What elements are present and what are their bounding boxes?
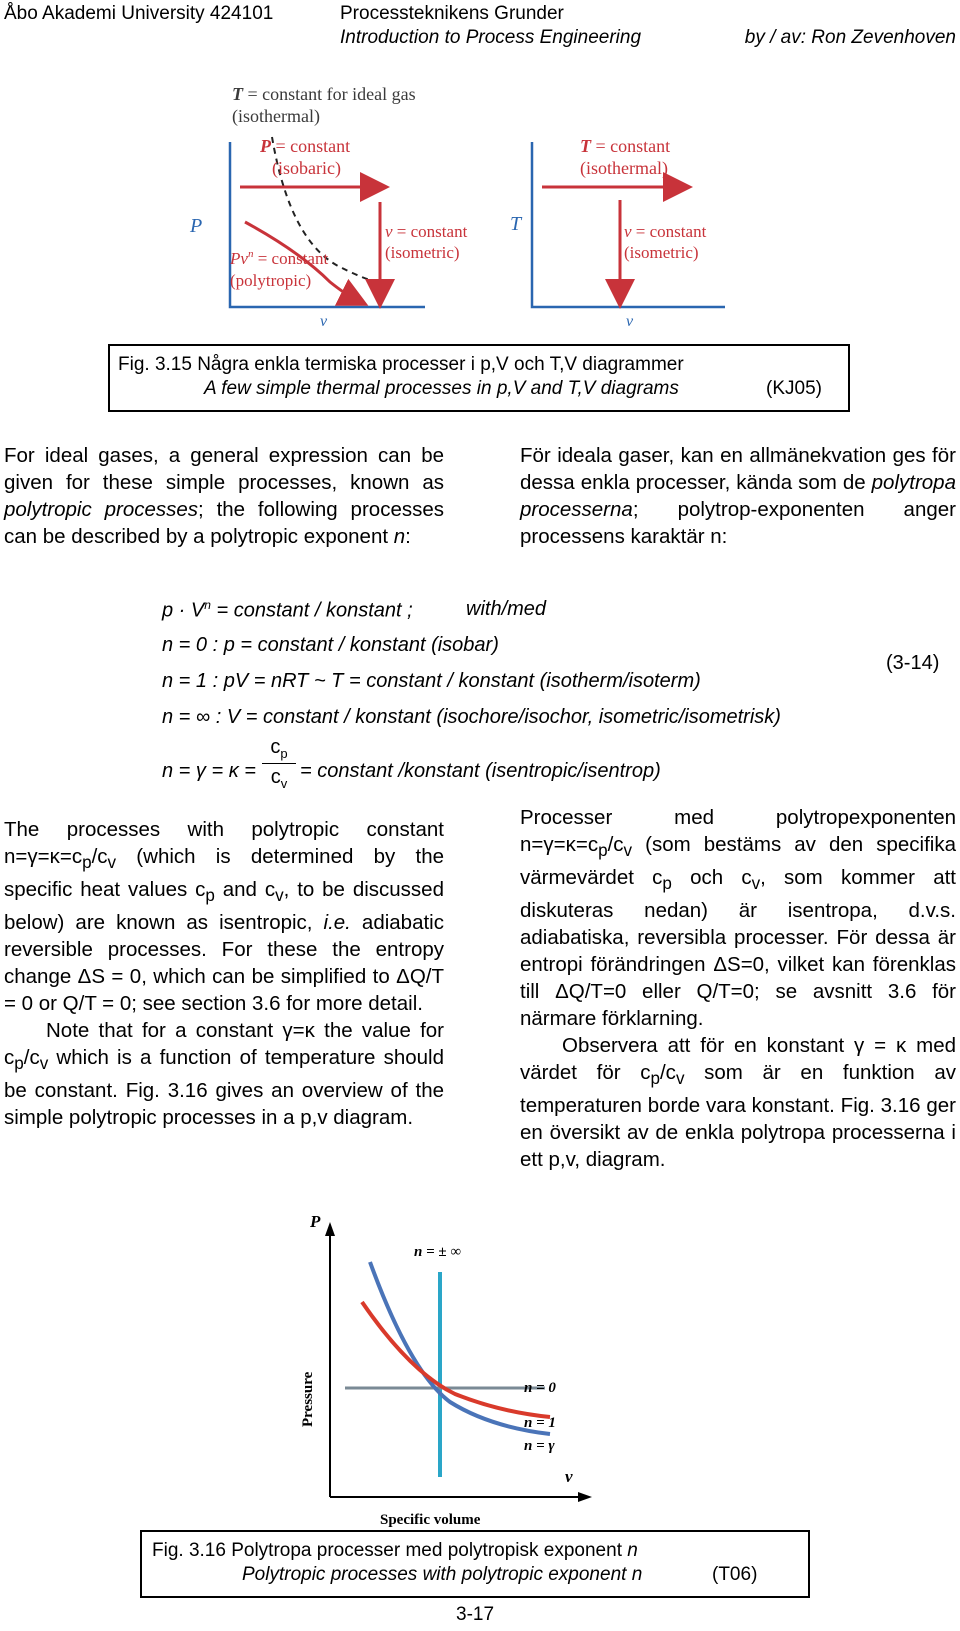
p2-sv-note-1: Observera att för en konstant γ = κ med värdet för c <box>520 1034 956 1085</box>
p2-en-note-1: Note that for a constant γ=κ the value for c <box>4 1019 444 1070</box>
eq5-num: c <box>270 736 281 758</box>
label-isometric-right-2: (isometric) <box>624 243 699 262</box>
p2-en-1: The processes with polytropic constant n=γ=κ=c <box>4 818 444 868</box>
p2-en-2: /c <box>91 845 108 868</box>
right-axis-y: T <box>510 213 522 235</box>
para1-sv <box>520 442 956 550</box>
p2-en-sub: p <box>82 853 92 873</box>
figure-3-16-caption <box>140 1530 810 1598</box>
fig2-caption-sv-n: n <box>627 1540 638 1561</box>
p2-sv-sub: v <box>751 874 761 894</box>
figure-3-15 <box>180 82 760 342</box>
p2-sv-4: , som kommer att diskuteras nedan) är isentropa, d.v.s. adiabatiska, reversibla processer. För dessa är entropi förändringen ΔS=0, vilket kan förenklas till ΔQ/T=0 eller Q/T=0; se avsnitt 3.6 för närmare förklarning. <box>520 866 956 1031</box>
fig2-axis-x: v <box>565 1467 573 1486</box>
eq5-fraction <box>262 736 296 791</box>
label-isothermal-right-1: T = constant <box>580 136 671 156</box>
equation-2: n = 0 : p = constant / konstant (isobar) <box>162 634 499 656</box>
header-university: Åbo Akademi University 424101 <box>4 3 274 24</box>
p2-sv-slash: /c <box>659 1061 676 1085</box>
p2-en-slash: /c <box>23 1046 40 1070</box>
p2-sv-sub: p <box>598 841 608 861</box>
label-n-gamma: n = γ <box>524 1438 555 1454</box>
p2-en-note-2: which is a function of temperature should be constant. Fig. 3.16 gives an overview of the simple polytropic processes in a p,v diagram. <box>4 1046 444 1130</box>
p2-en-sub: v <box>107 853 117 873</box>
label-isothermal-2: (isothermal) <box>232 106 320 126</box>
x-axis-arrow <box>578 1492 592 1502</box>
p2-sv-sub: p <box>650 1069 660 1089</box>
figure-3-15-caption <box>108 344 850 412</box>
header-author: by / av: Ron Zevenhoven <box>744 27 956 48</box>
label-isobaric-2: (isobaric) <box>272 158 341 178</box>
p2-en-3: (which is determined by the specific heat values c <box>4 845 444 902</box>
eq5-num-sub: p <box>280 746 288 761</box>
p2-en-sub: v <box>275 886 284 906</box>
p2-sv-sub: v <box>623 841 633 861</box>
p2-sv-note-2: som är en funktion av temperaturen borde vara konstant. Fig. 3.16 ger en översikt av de enkla polytropa processerna i ett p,v, diagram. <box>520 1061 957 1172</box>
right-diagram <box>510 136 725 330</box>
fig2-axis-y-label: Pressure <box>300 1371 316 1427</box>
eq5-rhs: = constant /konstant (isentropic/isentrop) <box>300 760 661 782</box>
fig2-caption-ref: (T06) <box>712 1564 758 1585</box>
curve-n-1 <box>362 1302 550 1417</box>
p2-en-6: adiabatic reversible processes. For these the entropy change ΔS = 0, which can be simplified to ΔQ/T = 0 or Q/T = 0; see section 3.6 for more detail. <box>4 911 444 1016</box>
para2-sv-note <box>520 1032 956 1173</box>
left-axis-y: P <box>190 215 203 237</box>
p2-en-ie: i.e. <box>323 911 351 935</box>
caption-ref: (KJ05) <box>766 378 822 399</box>
left-axis-x: v <box>320 313 328 330</box>
caption-en: A few simple thermal processes in p,V and T,V diagrams <box>204 378 679 399</box>
equation-1 <box>162 598 413 623</box>
para1-sv-text: För ideala gaser, kan en allmänekvation ges för dessa enkla processer, kända som de <box>520 444 956 494</box>
label-n-0: n = 0 <box>524 1380 556 1396</box>
right-axis-x: v <box>626 313 634 330</box>
para1-en-colon: : <box>405 525 411 548</box>
fig2-caption-sv-text: Fig. 3.16 Polytropa processer med polytropisk exponent <box>152 1540 628 1561</box>
label-isometric-2: (isometric) <box>385 243 460 262</box>
p2-sv-2: (som bestäms av den specifika värmevärdet c <box>520 833 956 890</box>
y-axis-arrow <box>325 1222 335 1236</box>
eq5-numerator <box>262 736 296 761</box>
left-diagram <box>189 84 468 330</box>
p2-sv-1: Processer med polytropexponenten n=γ=κ=c <box>520 806 956 856</box>
para1-en-n: n <box>393 525 406 548</box>
p2-en-sub: p <box>14 1054 24 1074</box>
para1-en-emphasis: polytropic processes <box>4 498 199 521</box>
eq5-lhs: n = γ = κ = <box>162 760 256 782</box>
header-course-sv: Processteknikens Grunder <box>340 3 564 24</box>
para2-en <box>4 816 444 1131</box>
para2-sv <box>520 804 956 1173</box>
fig2-caption-en-n: n <box>631 1564 643 1585</box>
caption-sv: Fig. 3.15 Några enkla termiska processer i p,V och T,V diagrammer <box>118 354 684 375</box>
para1-en-text-2: ; the following processes can be described by a polytropic exponent <box>4 498 444 548</box>
fig2-caption-en <box>242 1564 642 1586</box>
para1-en <box>4 442 444 550</box>
eq5-denominator <box>262 766 296 791</box>
para1-sv-emphasis: polytropa processerna <box>520 471 956 521</box>
fig2-caption-en-text: Polytropic processes with polytropic exponent <box>242 1564 632 1585</box>
fig2-caption-sv <box>152 1540 638 1562</box>
label-isothermal-1: T = constant for ideal gas <box>232 84 416 104</box>
equation-3: n = 1 : pV = nRT ~ T = constant / konstant (isotherm/isoterm) <box>162 670 701 692</box>
equation-4: n = ∞ : V = constant / konstant (isochore/isochor, isometric/isometrisk) <box>162 706 781 728</box>
eq1-rhs: = constant / konstant ; <box>210 599 413 622</box>
eq1-exp: n <box>204 598 211 612</box>
label-isothermal-right-2: (isothermal) <box>580 158 668 178</box>
label-polytropic-2: (polytropic) <box>230 271 312 290</box>
eq1-lhs: p · V <box>162 599 205 622</box>
p2-sv-sub: v <box>675 1069 685 1089</box>
figure-3-16 <box>290 1212 620 1532</box>
page-number: 3-17 <box>456 1604 495 1625</box>
fig2-axis-y: P <box>310 1212 321 1231</box>
label-n-inf: n = ± ∞ <box>414 1244 462 1260</box>
eq5-fraction-bar <box>262 763 296 764</box>
p2-sv-3: och c <box>671 866 752 890</box>
eq5-den: c <box>270 766 281 788</box>
eq1-with: with/med <box>466 598 547 620</box>
label-isobaric-1: P = constant <box>260 136 351 156</box>
label-isometric-right-1: v = constant <box>624 222 707 241</box>
label-polytropic-1: $Pv^n$ = constant <box>230 248 329 268</box>
fig2-axis-x-label: Specific volume <box>380 1512 481 1528</box>
p2-en-sub: p <box>205 886 215 906</box>
eq5-den-sub: v <box>280 776 288 791</box>
label-n-1: n = 1 <box>524 1415 556 1431</box>
header-course-en: Introduction to Process Engineering <box>340 27 642 48</box>
p2-sv-sub: p <box>662 874 672 894</box>
p2-en-5: , to be discussed below) are known as isentropic, <box>4 878 444 935</box>
p2-en-4: and c <box>214 878 276 902</box>
label-isometric-1: v = constant <box>385 222 468 241</box>
para2-en-note <box>4 1017 444 1131</box>
equation-number: (3-14) <box>886 652 940 674</box>
para1-sv-text-2: ; polytrop-exponenten anger processens karaktär n: <box>520 498 956 548</box>
p2-sv-slash: /c <box>607 833 624 856</box>
p2-en-sub: v <box>39 1054 49 1074</box>
para1-en-text: For ideal gases, a general expression can be given for these simple processes, known as <box>4 444 444 494</box>
